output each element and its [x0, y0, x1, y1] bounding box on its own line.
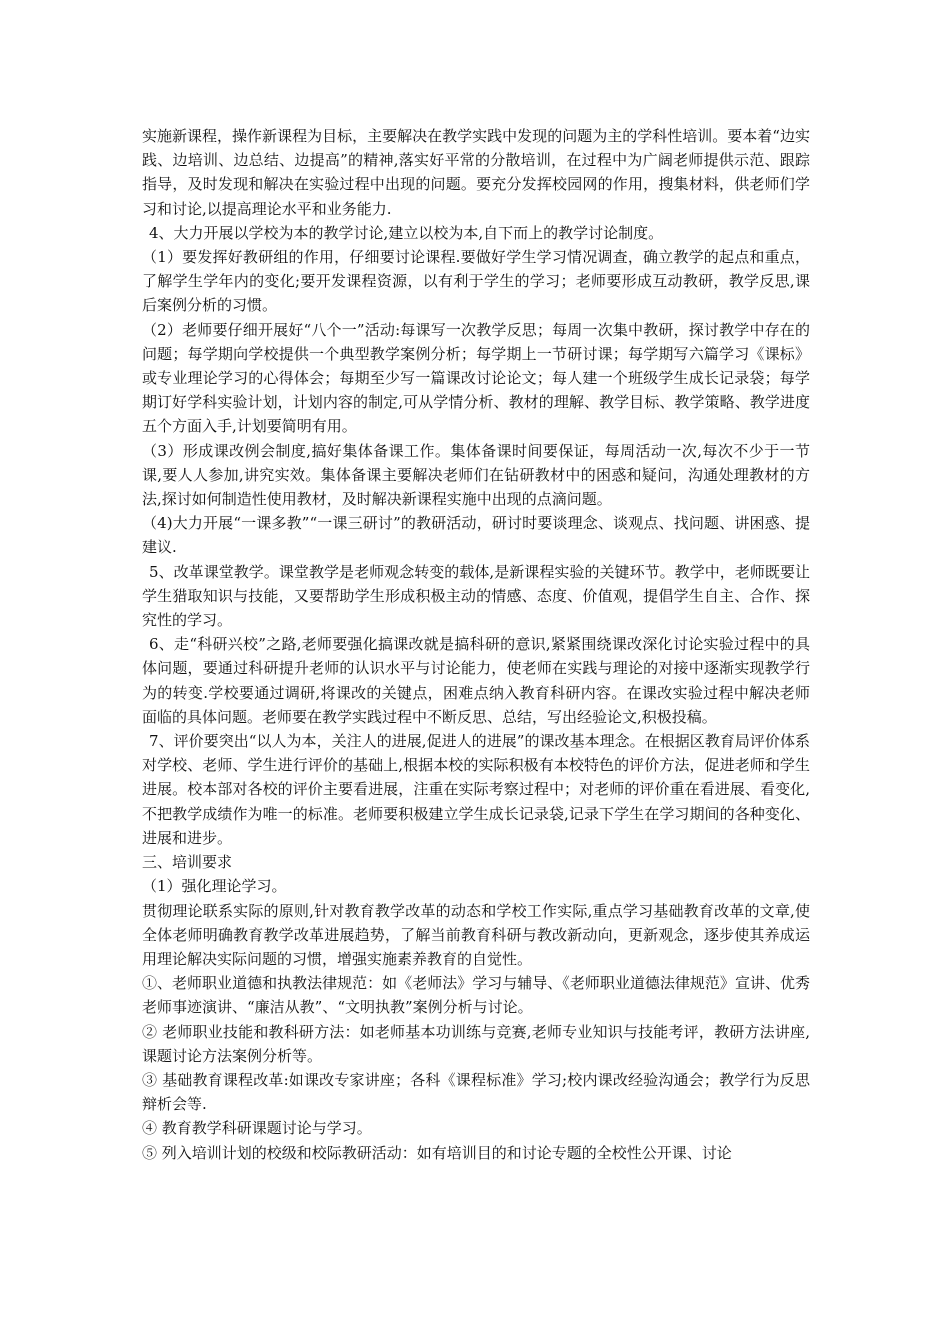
paragraph-item-4: 4、大力开展以学校为本的教学讨论,建立以校为本,自下而上的教学讨论制度。: [149, 223, 664, 242]
paragraph-item-7: 7、评价要突出“以人为本，关注人的进展,促进人的进展”的课改基本理念。在根据区教育局评价体系对学校、老师、学生进行评价的基础上,根据本校的实际积极有本校特色的评价方法，促进老师和学生进展。校本部对各校的评价主要看进展，注重在实际考察过程中；对老师的评价重在看进展、看变化,不把教学成绩作为唯一的标准。老师要积极建立学生成长记录袋,记录下学生在学习期间的各种变化、进展和进步。: [142, 732, 810, 847]
paragraph-item-4-2: （2）老师要仔细开展好“八个一”活动:每课写一次教学反思；每周一次集中教研，探讨教学中存在的问题；每学期向学校提供一个典型教学案例分析；每学期上一节研讨课；每学期写六篇学习《课标》或专业理论学习的心得体会；每期至少写一篇课改讨论论文；每人建一个班级学生成长记录袋；每学期订好学科实验计划，计划内容的制定,可从学情分析、教材的理解、教学目标、教学策略、教学进度五个方面入手,计划要简明有用。: [142, 320, 810, 436]
list-item-1: ①、老师职业道德和执教法律规范：如《老师法》学习与辅导、《老师职业道德法律规范》宣讲、优秀老师事迹演讲、“廉洁从教”、“文明执教”案例分析与讨论。: [142, 974, 810, 1017]
paragraph-intro: 实施新课程，操作新课程为目标，主要解决在教学实践中发现的问题为主的学科性培训。要本着“边实践、边培训、边总结、边提高”的精神,落实好平常的分散培训，在过程中为广阔老师提供示范、跟踪指导，及时发现和解决在实验过程中出现的问题。要充分发挥校园网的作用，搜集材料，供老师们学习和讨论,以提高理论水平和业务能力.: [142, 127, 810, 218]
paragraph-theory-study: 贯彻理论联系实际的原则,针对教育教学改革的动态和学校工作实际,重点学习基础教育改革的文章,使全体老师明确教育教学改革进展趋势，了解当前教育科研与教改新动向，更新观念，逐步使其养成运用理论解决实际问题的习惯，增强实施素养教育的自觉性。: [142, 901, 810, 968]
paragraph-item-4-1: （1）要发挥好教研组的作用，仔细要讨论课程.要做好学生学习情况调查，确立教学的起点和重点，了解学生学年内的变化;要开发课程资源，以有利于学生的学习；老师要形成互动教研，教学反思,课后案例分析的习惯。: [142, 248, 810, 315]
list-item-3: ③ 基础教育课程改革:如课改专家讲座；各科《课程标准》学习;校内课改经验沟通会；教学行为反思辩析会等.: [142, 1070, 810, 1114]
list-item-2: ② 老师职业技能和教科研方法：如老师基本功训练与竞赛,老师专业知识与技能考评，教研方法讲座,课题讨论方法案例分析等。: [142, 1022, 810, 1065]
list-item-4: ④ 教育教学科研课题讨论与学习。: [142, 1119, 372, 1138]
paragraph-item-4-3: （3）形成课改例会制度,搞好集体备课工作。集体备课时间要保证，每周活动一次,每次不少于一节课,要人人参加,讲究实效。集体备课主要解决老师们在钻研教材中的困惑和疑问，沟通处理教材的方法,探讨如何制造性使用教材，及时解决新课程实施中出现的点滴问题。: [142, 441, 810, 509]
document-body: [142, 124, 810, 1165]
paragraph-item-6: 6、走“科研兴校”之路,老师要强化搞课改就是搞科研的意识,紧紧围绕课改深化讨论实验过程中的具体问题，要通过科研提升老师的认识水平与讨论能力，使老师在实践与理论的对接中逐渐实现教学行为的转变.学校要通过调研,将课改的关键点，困难点纳入教育科研内容。在课改实验过程中解决老师面临的具体问题。老师要在教学实践过程中不断反思、总结，写出经验论文,积极投稿。: [142, 635, 810, 726]
paragraph-item-4-4: （4)大力开展“一课多教”“一课三研讨”的教研活动，研讨时要谈理念、谈观点、找问题、讲困惑、提建议.: [142, 514, 810, 557]
paragraph-item-5: 5、改革课堂教学。课堂教学是老师观念转变的载体,是新课程实验的关键环节。教学中，老师既要让学生猎取知识与技能，又要帮助学生形成积极主动的情感、态度、价值观，提倡学生自主、合作、探究性的学习。: [142, 562, 810, 630]
section-heading-training-requirements: 三、培训要求: [142, 853, 233, 872]
list-item-5: ⑤ 列入培训计划的校级和校际教研活动：如有培训目的和讨论专题的全校性公开课、讨论: [142, 1143, 732, 1162]
paragraph-requirement-1: （1）强化理论学习。: [142, 877, 287, 896]
